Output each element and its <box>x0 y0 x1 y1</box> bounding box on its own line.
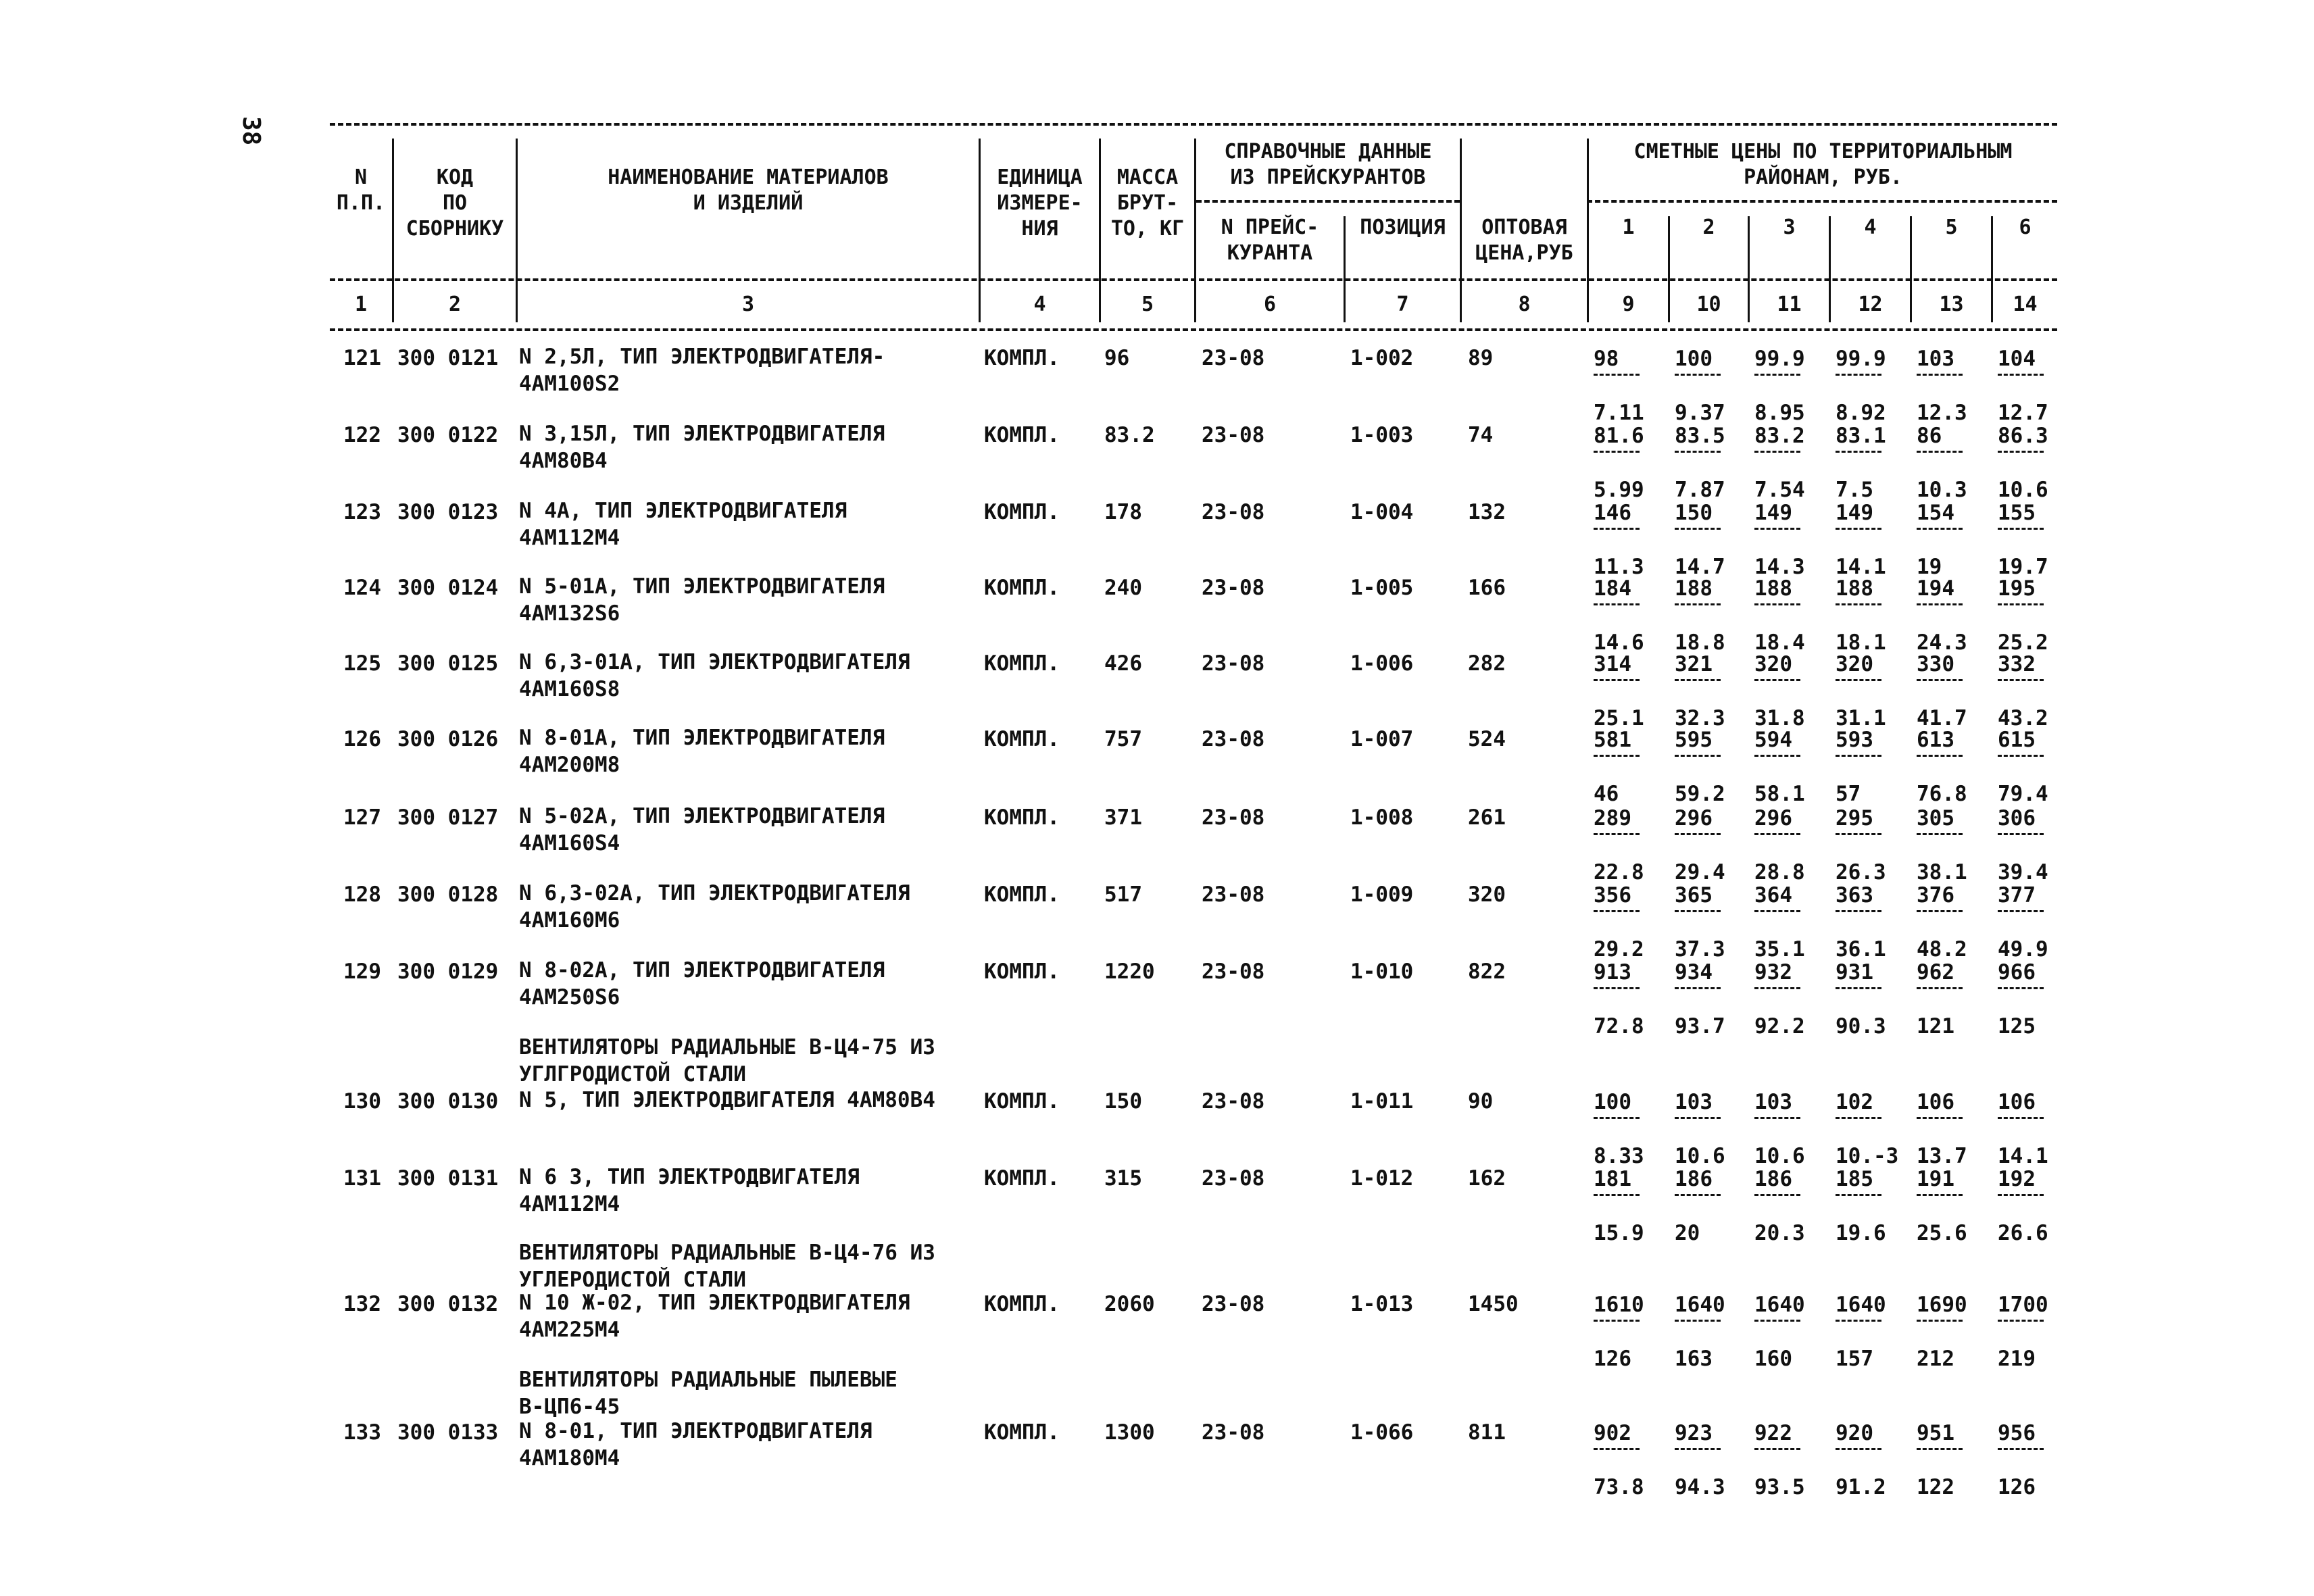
price-region-6: 377 49.9 <box>1998 883 2048 962</box>
row-name: N 6,3-01А, ТИП ЭЛЕКТРОДВИГАТЕЛЯ 4АМ160S8 <box>519 650 910 701</box>
row-name: N 5, ТИП ЭЛЕКТРОДВИГАТЕЛЯ 4АМ80В4 <box>519 1088 935 1112</box>
row-code: 300 0124 <box>397 576 499 600</box>
row-unit: КОМПЛ. <box>984 959 1060 984</box>
price-region-4: 320 31.1 <box>1836 652 1886 730</box>
price-region-4: 593 57 <box>1836 727 1888 807</box>
header-pricelist: N ПРЕЙС- КУРАНТА <box>1221 216 1319 265</box>
prices-group-rule <box>1587 200 2057 203</box>
row-position: 1-010 <box>1350 959 1414 984</box>
row-name: N 8-01, ТИП ЭЛЕКТРОДВИГАТЕЛЯ 4АМ180М4 <box>519 1419 872 1470</box>
row-wholesale-price: 320 <box>1468 882 1506 907</box>
header-position: ПОЗИЦИЯ <box>1360 216 1446 239</box>
row-n: 132 <box>343 1292 381 1316</box>
header-bottom-rule <box>330 278 2057 281</box>
price-region-6: 306 39.4 <box>1998 806 2048 884</box>
row-pricelist: 23-08 <box>1202 882 1265 907</box>
row-wholesale-price: 166 <box>1468 576 1506 600</box>
price-region-2: 365 37.3 <box>1675 883 1725 962</box>
price-region-5: 330 41.7 <box>1917 652 1967 730</box>
row-unit: КОМПЛ. <box>984 1166 1060 1191</box>
price-region-2: 1640 163 <box>1675 1293 1725 1371</box>
row-name: N 2,5Л, ТИП ЭЛЕКТРОДВИГАТЕЛЯ- 4АМ100S2 <box>519 345 885 396</box>
row-pricelist: 23-08 <box>1202 1089 1265 1114</box>
colnum-9: 9 <box>1622 293 1635 316</box>
price-region-1: 314 25.1 <box>1594 652 1644 730</box>
row-pricelist: 23-08 <box>1202 346 1265 370</box>
group-heading: ВЕНТИЛЯТОРЫ РАДИАЛЬНЫЕ В-Ц4-76 ИЗ УГЛЕРОДИСТОЙ СТАЛИ <box>519 1241 935 1292</box>
price-region-1: 581 46 <box>1594 727 1646 807</box>
price-region-5: 305 38.1 <box>1917 806 1967 884</box>
price-region-2: 188 18.8 <box>1675 576 1725 655</box>
row-wholesale-price: 524 <box>1468 727 1506 751</box>
row-name: N 6 3, ТИП ЭЛЕКТРОДВИГАТЕЛЯ 4АМ112М4 <box>519 1165 860 1216</box>
price-region-3: 186 20.3 <box>1754 1167 1805 1245</box>
row-position: 1-012 <box>1350 1166 1414 1191</box>
colnum-11: 11 <box>1777 293 1802 316</box>
row-mass: 426 <box>1104 651 1142 676</box>
price-region-4: 920 91.2 <box>1836 1421 1886 1499</box>
row-mass: 96 <box>1104 346 1130 370</box>
row-mass: 178 <box>1104 500 1142 524</box>
price-region-6: 106 14.1 <box>1998 1090 2048 1168</box>
row-unit: КОМПЛ. <box>984 500 1060 524</box>
header-region-5: 5 <box>1945 216 1958 239</box>
row-code: 300 0122 <box>397 423 499 447</box>
row-unit: КОМПЛ. <box>984 1089 1060 1114</box>
price-region-2: 595 59.2 <box>1675 728 1725 806</box>
row-unit: КОМПЛ. <box>984 346 1060 370</box>
row-name: N 8-02А, ТИП ЭЛЕКТРОДВИГАТЕЛЯ 4АМ250S6 <box>519 958 885 1009</box>
colnum-10: 10 <box>1696 293 1721 316</box>
row-position: 1-009 <box>1350 882 1414 907</box>
row-code: 300 0130 <box>397 1089 499 1114</box>
price-region-5: 191 25.6 <box>1917 1167 1967 1245</box>
row-n: 131 <box>343 1166 381 1191</box>
price-region-1: 98 7.11 <box>1594 347 1644 425</box>
row-wholesale-price: 90 <box>1468 1089 1494 1114</box>
price-region-5: 1690 212 <box>1917 1293 1967 1371</box>
price-region-5: 613 76.8 <box>1917 728 1967 806</box>
row-unit: КОМПЛ. <box>984 727 1060 751</box>
price-region-1: 181 15.9 <box>1594 1167 1644 1245</box>
price-region-2: 296 29.4 <box>1675 806 1725 884</box>
price-region-5: 951 122 <box>1917 1420 1969 1500</box>
colnum-7: 7 <box>1396 293 1409 316</box>
colnum-3: 3 <box>741 293 755 316</box>
row-unit: КОМПЛ. <box>984 882 1060 907</box>
row-code: 300 0127 <box>397 805 499 830</box>
header-region-1: 1 <box>1622 216 1635 239</box>
row-name: N 5-02А, ТИП ЭЛЕКТРОДВИГАТЕЛЯ 4АМ160S4 <box>519 804 885 855</box>
row-name: N 3,15Л, ТИП ЭЛЕКТРОДВИГАТЕЛЯ 4АМ80В4 <box>519 422 885 473</box>
row-n: 130 <box>343 1089 381 1114</box>
row-mass: 315 <box>1104 1166 1142 1191</box>
row-n: 133 <box>343 1420 381 1445</box>
price-region-6: 104 12.7 <box>1998 347 2048 425</box>
row-n: 124 <box>343 576 381 600</box>
header-name: НАИМЕНОВАНИЕ МАТЕРИАЛОВ И ИЗДЕЛИЙ <box>608 166 889 215</box>
row-n: 121 <box>343 346 381 370</box>
header-unit: ЕДИНИЦА ИЗМЕРЕ- НИЯ <box>997 166 1083 241</box>
price-region-1: 100 8.33 <box>1594 1090 1644 1168</box>
colnum-1: 1 <box>354 293 368 316</box>
row-wholesale-price: 282 <box>1468 651 1506 676</box>
price-region-2: 150 14.7 <box>1675 501 1725 579</box>
group-heading: ВЕНТИЛЯТОРЫ РАДИАЛЬНЫЕ ПЫЛЕВЫЕ В-ЦП6-45 <box>519 1368 897 1419</box>
colnum-4: 4 <box>1033 293 1046 316</box>
row-position: 1-008 <box>1350 805 1414 830</box>
page-number: 38 <box>237 116 265 146</box>
header-n: N П.П. <box>336 166 386 215</box>
price-region-4: 149 14.1 <box>1836 501 1886 579</box>
price-region-6: 956 126 <box>1998 1420 2050 1500</box>
price-region-3: 922 93.5 <box>1754 1421 1805 1499</box>
price-region-4: 295 26.3 <box>1836 806 1886 884</box>
row-pricelist: 23-08 <box>1202 959 1265 984</box>
row-code: 300 0129 <box>397 959 499 984</box>
row-position: 1-004 <box>1350 500 1414 524</box>
price-region-5: 194 24.3 <box>1917 576 1967 655</box>
price-region-6: 192 26.6 <box>1998 1167 2048 1245</box>
row-pricelist: 23-08 <box>1202 423 1265 447</box>
price-region-6: 615 79.4 <box>1998 728 2048 806</box>
row-unit: КОМПЛ. <box>984 1420 1060 1445</box>
header-code: КОД ПО СБОРНИКУ <box>405 166 504 241</box>
price-region-6: 86.3 10.6 <box>1998 424 2048 502</box>
row-code: 300 0126 <box>397 727 499 751</box>
price-region-2: 103 10.6 <box>1675 1090 1725 1168</box>
row-mass: 1220 <box>1104 959 1155 984</box>
price-region-6: 195 25.2 <box>1998 576 2048 655</box>
price-region-1: 356 29.2 <box>1594 883 1644 962</box>
price-region-5: 962 121 <box>1917 959 1969 1039</box>
price-region-4: 185 19.6 <box>1836 1167 1886 1245</box>
row-position: 1-066 <box>1350 1420 1414 1445</box>
row-n: 123 <box>343 500 381 524</box>
colnum-14: 14 <box>2013 293 2038 316</box>
price-region-3: 932 92.2 <box>1754 960 1805 1039</box>
row-pricelist: 23-08 <box>1202 1292 1265 1316</box>
row-code: 300 0123 <box>397 500 499 524</box>
price-region-6: 966 125 <box>1998 959 2050 1039</box>
row-pricelist: 23-08 <box>1202 651 1265 676</box>
colnum-5: 5 <box>1141 293 1154 316</box>
row-n: 129 <box>343 959 381 984</box>
row-pricelist: 23-08 <box>1202 1420 1265 1445</box>
row-pricelist: 23-08 <box>1202 500 1265 524</box>
price-region-1: 913 72.8 <box>1594 960 1644 1039</box>
row-wholesale-price: 1450 <box>1468 1292 1519 1316</box>
row-position: 1-006 <box>1350 651 1414 676</box>
price-region-2: 186 20 <box>1675 1166 1727 1246</box>
row-unit: КОМПЛ. <box>984 805 1060 830</box>
row-n: 127 <box>343 805 381 830</box>
row-mass: 757 <box>1104 727 1142 751</box>
row-pricelist: 23-08 <box>1202 805 1265 830</box>
row-unit: КОМПЛ. <box>984 576 1060 600</box>
price-region-1: 902 73.8 <box>1594 1421 1644 1499</box>
row-unit: КОМПЛ. <box>984 423 1060 447</box>
row-name: N 5-01А, ТИП ЭЛЕКТРОДВИГАТЕЛЯ 4АМ132S6 <box>519 574 885 626</box>
row-code: 300 0125 <box>397 651 499 676</box>
price-region-6: 1700 219 <box>1998 1293 2048 1371</box>
header-mass: МАССА БРУТ- ТО, КГ <box>1110 166 1185 241</box>
group-heading: ВЕНТИЛЯТОРЫ РАДИАЛЬНЫЕ В-Ц4-75 ИЗ УГЛГРОДИСТОЙ СТАЛИ <box>519 1035 935 1087</box>
price-region-4: 363 36.1 <box>1836 883 1886 962</box>
price-region-5: 154 19 <box>1917 500 1969 580</box>
row-position: 1-011 <box>1350 1089 1414 1114</box>
price-region-2: 100 9.37 <box>1675 347 1725 425</box>
row-name: N 4А, ТИП ЭЛЕКТРОДВИГАТЕЛЯ 4АМ112М4 <box>519 499 847 550</box>
price-region-5: 376 48.2 <box>1917 883 1967 962</box>
row-name: N 6,3-02А, ТИП ЭЛЕКТРОДВИГАТЕЛЯ 4АМ160М6 <box>519 881 910 932</box>
price-region-2: 923 94.3 <box>1675 1421 1725 1499</box>
row-mass: 1300 <box>1104 1420 1155 1445</box>
row-name: N 10 Ж-02, ТИП ЭЛЕКТРОДВИГАТЕЛЯ 4АМ225М4 <box>519 1291 910 1342</box>
row-mass: 240 <box>1104 576 1142 600</box>
row-mass: 83.2 <box>1104 423 1155 447</box>
header-region-3: 3 <box>1783 216 1796 239</box>
colnum-2: 2 <box>448 293 462 316</box>
price-region-4: 931 90.3 <box>1836 960 1886 1039</box>
row-wholesale-price: 74 <box>1468 423 1494 447</box>
colnum-8: 8 <box>1518 293 1531 316</box>
price-region-4: 102 10.-3 <box>1836 1090 1899 1168</box>
row-code: 300 0131 <box>397 1166 499 1191</box>
row-name: N 8-01А, ТИП ЭЛЕКТРОДВИГАТЕЛЯ 4АМ200М8 <box>519 726 885 777</box>
row-unit: КОМПЛ. <box>984 651 1060 676</box>
row-mass: 517 <box>1104 882 1142 907</box>
row-code: 300 0128 <box>397 882 499 907</box>
row-n: 125 <box>343 651 381 676</box>
ref-group-rule <box>1196 200 1460 203</box>
row-wholesale-price: 89 <box>1468 346 1494 370</box>
header-prices-group: СМЕТНЫЕ ЦЕНЫ ПО ТЕРРИТОРИАЛЬНЫМ РАЙОНАМ, РУБ. <box>1633 140 2013 189</box>
colnum-12: 12 <box>1858 293 1883 316</box>
price-region-1: 146 11.3 <box>1594 501 1644 579</box>
price-region-5: 86 10.3 <box>1917 424 1967 502</box>
row-code: 300 0121 <box>397 346 499 370</box>
price-region-3: 296 28.8 <box>1754 806 1805 884</box>
price-region-5: 106 13.7 <box>1917 1090 1967 1168</box>
price-region-2: 934 93.7 <box>1675 960 1725 1039</box>
header-ref-group: СПРАВОЧНЫЕ ДАННЫЕ ИЗ ПРЕЙСКУРАНТОВ <box>1224 140 1432 189</box>
row-pricelist: 23-08 <box>1202 576 1265 600</box>
price-region-3: 1640 160 <box>1754 1293 1805 1371</box>
row-n: 128 <box>343 882 381 907</box>
row-wholesale-price: 811 <box>1468 1420 1506 1445</box>
header-region-6: 6 <box>2019 216 2032 239</box>
price-region-1: 184 14.6 <box>1594 576 1644 655</box>
price-region-2: 321 32.3 <box>1675 652 1725 730</box>
price-region-3: 188 18.4 <box>1754 576 1805 655</box>
row-mass: 150 <box>1104 1089 1142 1114</box>
price-region-1: 1610 126 <box>1594 1293 1644 1371</box>
row-pricelist: 23-08 <box>1202 1166 1265 1191</box>
price-region-3: 320 31.8 <box>1754 652 1805 730</box>
price-region-6: 332 43.2 <box>1998 652 2048 730</box>
row-wholesale-price: 822 <box>1468 959 1506 984</box>
price-region-3: 149 14.3 <box>1754 501 1805 579</box>
price-region-3: 99.9 8.95 <box>1754 347 1805 425</box>
header-region-4: 4 <box>1864 216 1877 239</box>
row-position: 1-003 <box>1350 423 1414 447</box>
row-n: 126 <box>343 727 381 751</box>
row-mass: 371 <box>1104 805 1142 830</box>
colnum-6: 6 <box>1263 293 1277 316</box>
price-region-1: 81.6 5.99 <box>1594 424 1644 502</box>
top-rule <box>330 123 2057 126</box>
price-region-6: 155 19.7 <box>1998 501 2048 579</box>
price-region-4: 1640 157 <box>1836 1293 1886 1371</box>
header-wholesale: ОПТОВАЯ ЦЕНА,РУБ <box>1475 216 1573 265</box>
price-region-2: 83.5 7.87 <box>1675 424 1725 502</box>
row-position: 1-007 <box>1350 727 1414 751</box>
row-wholesale-price: 261 <box>1468 805 1506 830</box>
price-region-1: 289 22.8 <box>1594 806 1644 884</box>
price-region-4: 83.1 7.5 <box>1836 424 1886 502</box>
price-region-4: 188 18.1 <box>1836 576 1886 655</box>
row-n: 122 <box>343 423 381 447</box>
row-position: 1-013 <box>1350 1292 1414 1316</box>
row-position: 1-002 <box>1350 346 1414 370</box>
price-region-3: 364 35.1 <box>1754 883 1805 962</box>
row-code: 300 0132 <box>397 1292 499 1316</box>
price-region-3: 594 58.1 <box>1754 728 1805 806</box>
price-region-3: 103 10.6 <box>1754 1090 1805 1168</box>
colnum-13: 13 <box>1939 293 1964 316</box>
row-position: 1-005 <box>1350 576 1414 600</box>
row-mass: 2060 <box>1104 1292 1155 1316</box>
row-code: 300 0133 <box>397 1420 499 1445</box>
price-region-4: 99.9 8.92 <box>1836 347 1886 425</box>
header-region-2: 2 <box>1702 216 1715 239</box>
row-wholesale-price: 162 <box>1468 1166 1506 1191</box>
price-region-5: 103 12.3 <box>1917 347 1967 425</box>
column-number-rule <box>330 328 2057 331</box>
row-wholesale-price: 132 <box>1468 500 1506 524</box>
row-pricelist: 23-08 <box>1202 727 1265 751</box>
price-region-3: 83.2 7.54 <box>1754 424 1805 502</box>
row-unit: КОМПЛ. <box>984 1292 1060 1316</box>
